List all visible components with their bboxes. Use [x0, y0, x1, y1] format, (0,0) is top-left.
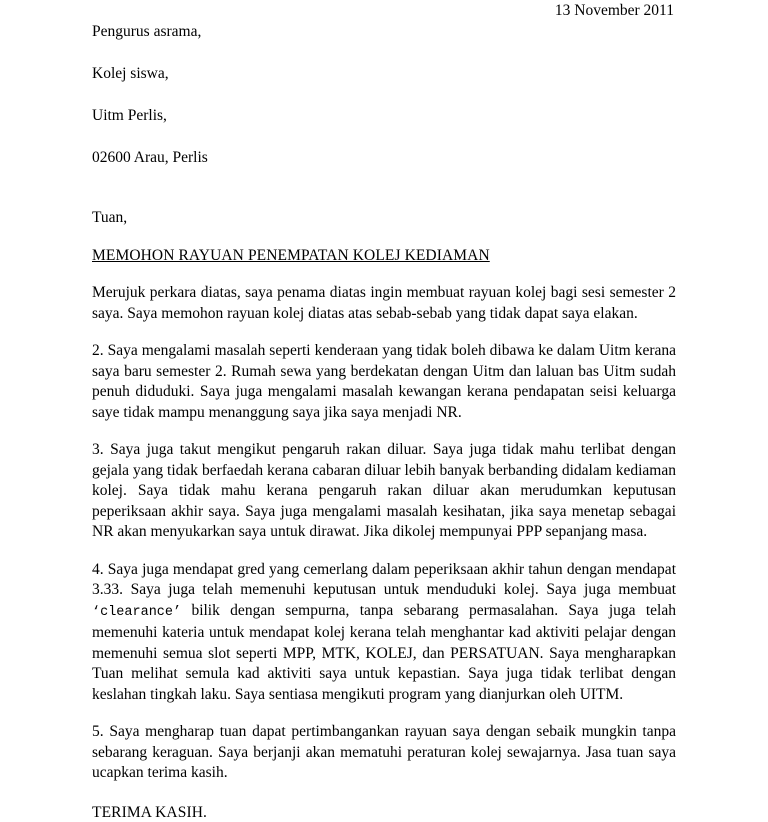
sender-address-line-4: 02600 Arau, Perlis [92, 149, 208, 166]
letter-header [92, 0, 676, 189]
letter-paragraph-5: 5. Saya mengharap tuan dapat pertimbangankan rayuan saya dengan sebaik mungkin tanpa sebarang keraguan. Saya berjanji akan mematuhi peraturan kolej sewajarnya. Jasa tuan saya ucapkan terima kasih. [92, 723, 676, 781]
sender-address [92, 0, 208, 189]
sender-address-line-2: Kolej siswa, [92, 65, 169, 82]
letter-paragraph-3: 3. Saya juga takut mengikut pengaruh rakan diluar. Saya juga tidak mahu terlibat dengan gejala yang tidak berfaedah kerana cabaran diluar lebih banyak berbanding didalam kediaman kolej. Saya tidak mahu kerana pengaruh rakan diluar akan merudumkan keputusan peperiksaan akhir saya. Saya juga mengalami masalah kesihatan, jika saya menetap sebagai NR akan menyukarkan saya untuk dirawat. Jika dikolej mempunyai PPP sepanjang masa. [92, 441, 676, 540]
sender-address-line-1: Pengurus asrama, [92, 23, 202, 40]
paragraph-4-part-1: 4. Saya juga mendapat gred yang cemerlang dalam peperiksaan akhir tahun dengan mendapat 3.33. Saya juga telah memenuhi keputusan untuk menduduki kolej. Saya juga membuat [92, 560, 676, 598]
letter-paragraph-2: 2. Saya mengalami masalah seperti kenderaan yang tidak boleh dibawa ke dalam Uitm kerana saya baru semester 2. Rumah sewa yang berdekatan dengan Uitm dan laluan bas Uitm sudah penuh diduduki. Saya juga mengalami masalah kewangan kerana pendapatan seisi keluarga saye tidak mampu menanggung saya jika saya menjadi NR. [92, 342, 676, 421]
letter-paragraph-1: Merujuk perkara diatas, saya penama diatas ingin membuat rayuan kolej bagi sesi semester 2 saya. Saya memohon rayuan kolej diatas atas sebab-sebab yang tidak dapat saya elakan. [92, 284, 676, 322]
letter-paragraph-4 [92, 560, 676, 706]
paragraph-4-part-2: bilik dengan sempurna, tanpa sebarang permasalahan. Saya juga telah memenuhi kateria untuk mendapat kolej kerana telah menghantar kad aktiviti pelajar dengan memenuhi semua slot seperti MPP, MTK, KOLEJ, dan PERSATUAN. Saya mengharapkan Tuan melihat semula kad aktiviti saya untuk kepastian. Saya juga tidak terlibat dengan keslahan tingkah laku. Saya sentiasa mengikuti program yang dianjurkan oleh UITM. [92, 601, 676, 703]
letter-salutation: Tuan, [92, 209, 128, 226]
letter-date: 13 November 2011 [554, 2, 674, 19]
letter-closing: TERIMA KASIH. [92, 803, 207, 821]
sender-address-line-3: Uitm Perlis, [92, 107, 167, 124]
letter-subject: MEMOHON RAYUAN PENEMPATAN KOLEJ KEDIAMAN [92, 247, 490, 264]
paragraph-4-quoted-term: ‘clearance’ [92, 604, 182, 620]
